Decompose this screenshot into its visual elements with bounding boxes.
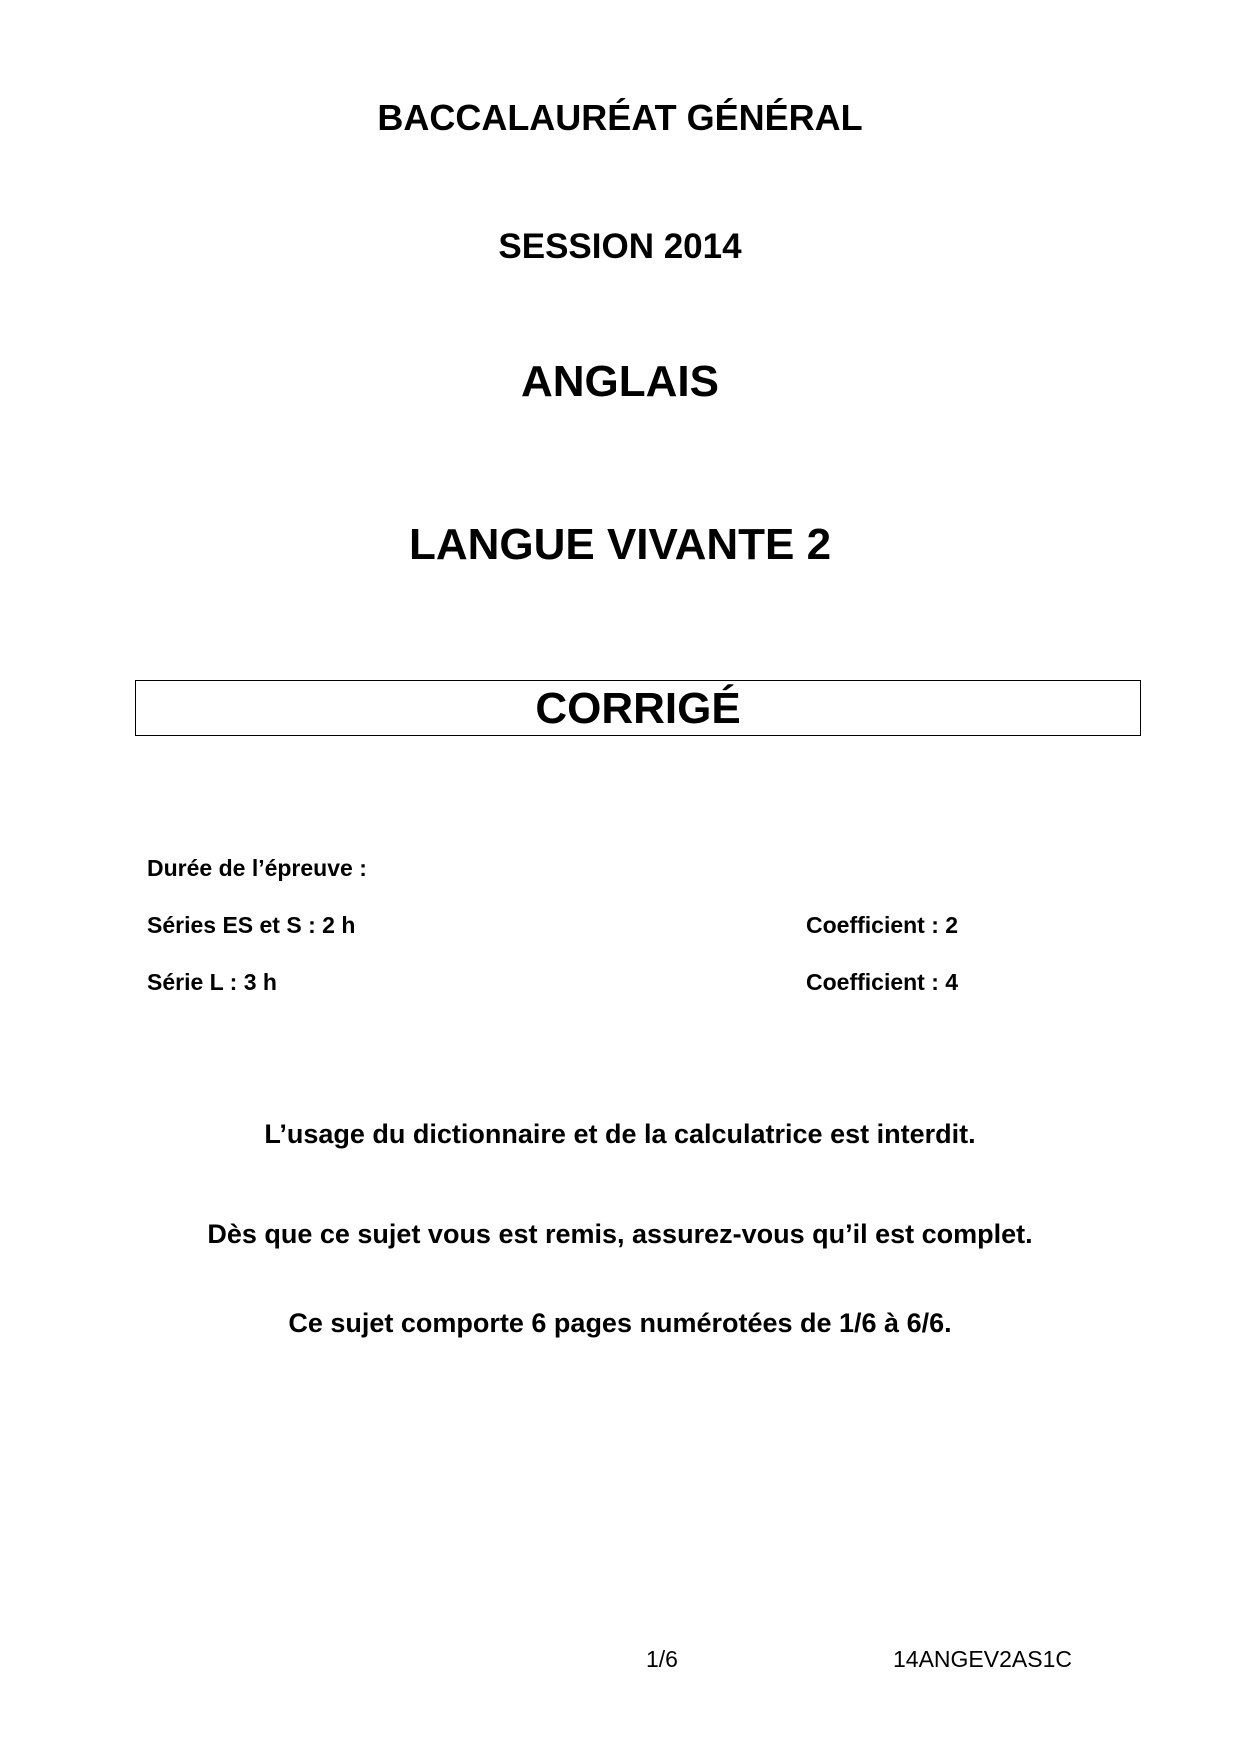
answer-key-box xyxy=(135,680,1141,736)
language-level-title: LANGUE VIVANTE 2 xyxy=(408,520,832,569)
notice-dictionary-calculator: L’usage du dictionnaire et de la calculatrice est interdit. xyxy=(264,1119,976,1149)
document-code: 14ANGEV2AS1C xyxy=(893,1646,1072,1672)
exam-type-title: BACCALAURÉAT GÉNÉRAL xyxy=(377,97,863,138)
duration-label: Durée de l’épreuve : xyxy=(147,855,367,881)
session-title: SESSION 2014 xyxy=(498,227,742,266)
subject-title: ANGLAIS xyxy=(521,357,719,406)
series-l-coefficient: Coefficient : 4 xyxy=(806,969,959,995)
page-number: 1/6 xyxy=(646,1646,678,1672)
series-l-duration: Série L : 3 h xyxy=(147,969,277,995)
series-es-s-duration: Séries ES et S : 2 h xyxy=(147,912,356,938)
notice-page-count: Ce sujet comporte 6 pages numérotées de 1/6 à 6/6. xyxy=(288,1308,952,1338)
notice-check-complete: Dès que ce sujet vous est remis, assurez-vous qu’il est complet. xyxy=(207,1219,1033,1249)
answer-key-label: CORRIGÉ xyxy=(535,684,741,733)
series-es-s-coefficient: Coefficient : 2 xyxy=(806,912,959,938)
